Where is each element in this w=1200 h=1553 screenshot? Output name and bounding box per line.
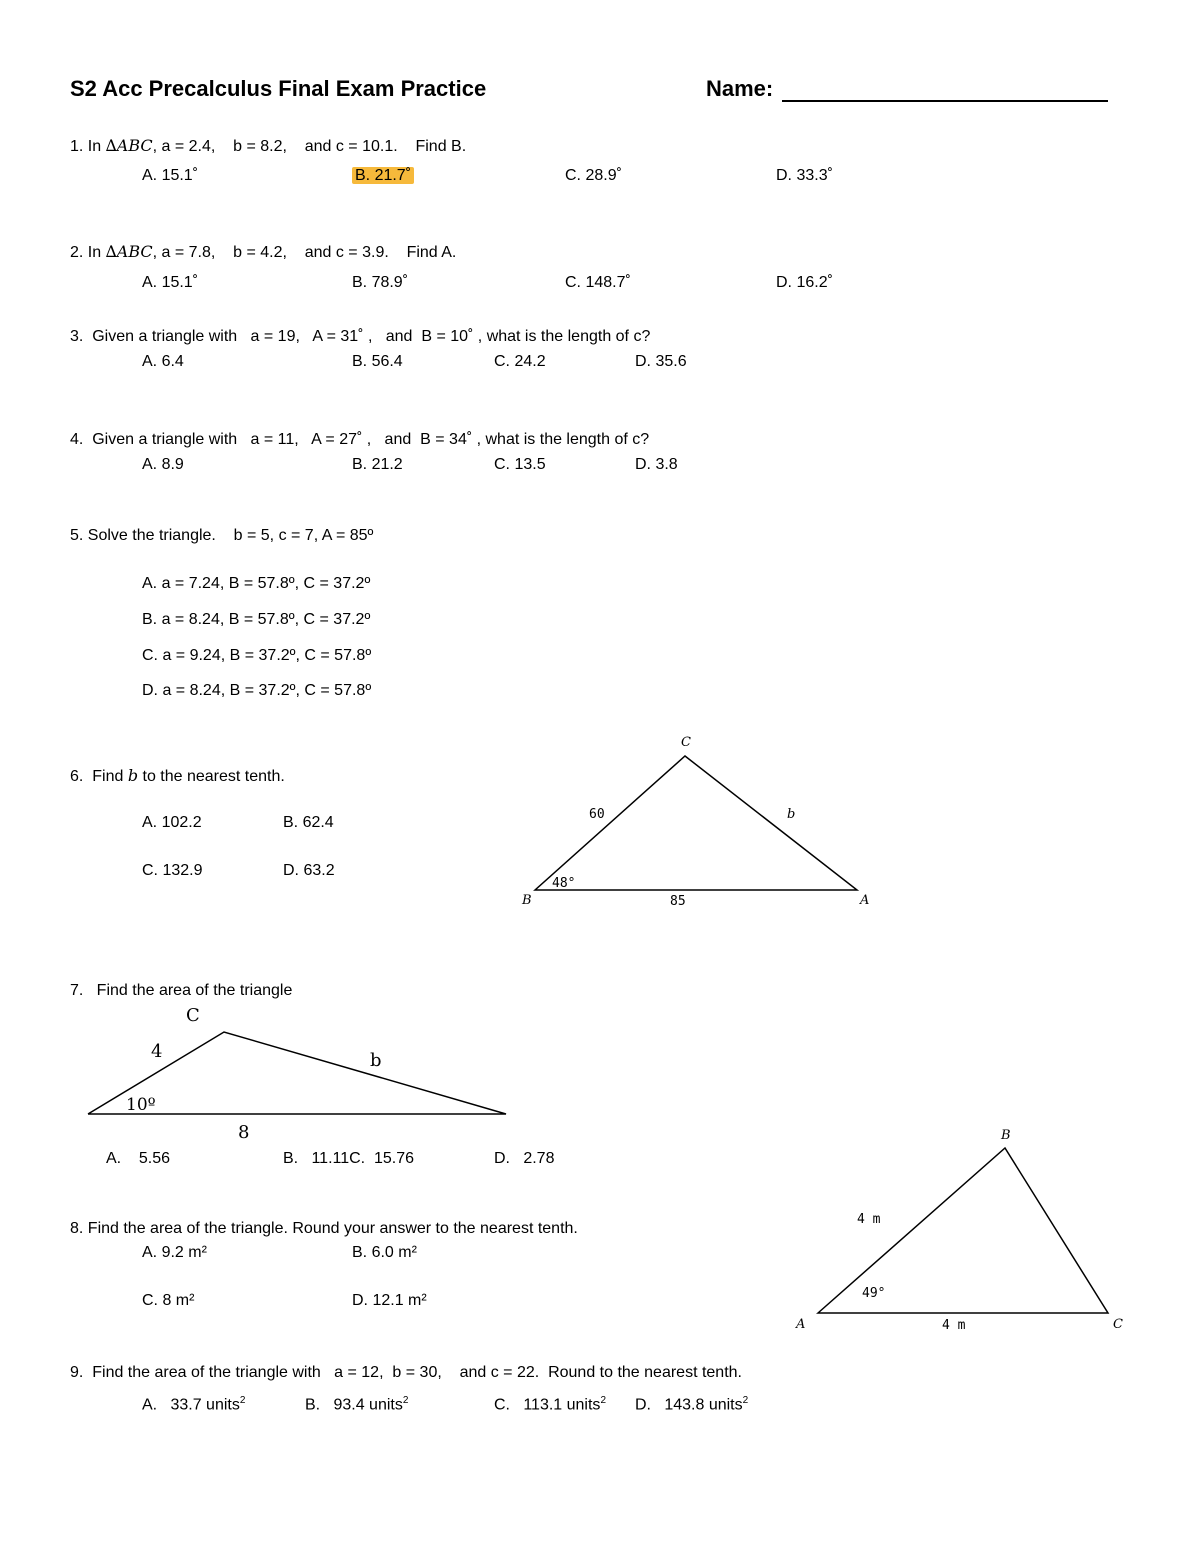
- page-title: S2 Acc Precalculus Final Exam Practice: [70, 76, 487, 101]
- q2-option-b[interactable]: B. 78.9˚: [352, 274, 409, 291]
- q1-option-c[interactable]: C. 28.9˚: [565, 167, 622, 184]
- question-in: In: [87, 138, 102, 155]
- name-label: Name:: [706, 76, 774, 101]
- q1-option-d[interactable]: D. 33.3˚: [776, 167, 833, 184]
- q3-option-b[interactable]: B. 56.4: [352, 353, 403, 370]
- q5-option-c[interactable]: C. a = 9.24, B = 37.2º, C = 57.8º: [142, 647, 372, 664]
- q4-option-d[interactable]: D. 3.8: [635, 456, 678, 473]
- option-text: B. 93.4 units: [305, 1396, 403, 1414]
- q8-option-b[interactable]: B. 6.0 m²: [352, 1244, 417, 1261]
- question-number: 1.: [70, 138, 84, 155]
- question-9: 9. Find the area of the triangle with a = 12, b = 30, and c = 22. Round to the nearest tenth.: [70, 1364, 742, 1381]
- question-number: 2.: [70, 244, 84, 261]
- q8-option-a[interactable]: A. 9.2 m²: [142, 1244, 207, 1261]
- q9-option-b[interactable]: [305, 1395, 408, 1414]
- q2-option-c[interactable]: C. 148.7˚: [565, 274, 631, 291]
- triangle-notation: ∆ABC: [105, 242, 153, 261]
- q8-vertex-a: A: [796, 1317, 806, 1332]
- superscript: 2: [239, 1395, 246, 1406]
- q7-option-b-c[interactable]: B. 11.11C. 15.76: [283, 1150, 415, 1167]
- superscript: 2: [402, 1395, 409, 1406]
- q7-option-a[interactable]: A. 5.56: [106, 1150, 171, 1167]
- question-3: 3. Given a triangle with a = 19, A = 31˚ , and B = 10˚ , what is the length of c?: [70, 328, 651, 345]
- question-prefix: 6. Find: [70, 768, 128, 785]
- q2-option-a[interactable]: A. 15.1˚: [142, 274, 199, 291]
- q7-base: 8: [238, 1122, 250, 1143]
- q5-option-a[interactable]: A. a = 7.24, B = 57.8º, C = 37.2º: [142, 575, 371, 592]
- question-given: , a = 7.8, b = 4.2, and c = 3.9. Find A.: [152, 244, 457, 261]
- q1-option-a[interactable]: A. 15.1˚: [142, 167, 199, 184]
- q6-vertex-a: A: [860, 893, 870, 908]
- q4-option-b[interactable]: B. 21.2: [352, 456, 403, 473]
- q9-option-d[interactable]: [635, 1395, 748, 1414]
- q8-option-c[interactable]: C. 8 m²: [142, 1292, 195, 1309]
- question-in: In: [87, 244, 102, 261]
- triangle-notation: ∆ABC: [105, 136, 153, 155]
- option-text: C. 113.1 units: [494, 1396, 601, 1414]
- variable-b: b: [127, 766, 139, 785]
- q6-option-b[interactable]: B. 62.4: [283, 814, 334, 831]
- question-8: 8. Find the area of the triangle. Round your answer to the nearest tenth.: [70, 1220, 578, 1237]
- q7-side-left: 4: [151, 1041, 163, 1062]
- q8-vertex-c: C: [1113, 1317, 1123, 1332]
- option-text: D. 143.8 units: [635, 1396, 743, 1414]
- q6-vertex-c: C: [681, 735, 691, 750]
- q6-triangle: [535, 756, 857, 890]
- q6-option-c[interactable]: C. 132.9: [142, 862, 203, 879]
- q4-option-c[interactable]: C. 13.5: [494, 456, 546, 473]
- q5-option-d[interactable]: D. a = 8.24, B = 37.2º, C = 57.8º: [142, 682, 372, 699]
- superscript: 2: [742, 1395, 749, 1406]
- q4-option-a[interactable]: A. 8.9: [142, 456, 184, 473]
- question-5: 5. Solve the triangle. b = 5, c = 7, A = 85º: [70, 527, 374, 544]
- q7-vertex-c: C: [186, 1005, 200, 1026]
- q7-side-right: b: [370, 1050, 382, 1071]
- q7-angle: 10º: [126, 1095, 156, 1115]
- q5-option-b[interactable]: B. a = 8.24, B = 57.8º, C = 37.2º: [142, 611, 371, 628]
- question-given: , a = 2.4, b = 8.2, and c = 10.1. Find B.: [152, 138, 467, 155]
- q3-option-c[interactable]: C. 24.2: [494, 353, 546, 370]
- q8-angle-a: 49°: [862, 1286, 886, 1301]
- q3-option-a[interactable]: A. 6.4: [142, 353, 184, 370]
- question-7: 7. Find the area of the triangle: [70, 982, 293, 999]
- highlighted-answer: B. 21.7˚: [352, 167, 414, 184]
- q6-side-bc: 60: [589, 807, 605, 822]
- question-4: 4. Given a triangle with a = 11, A = 27˚ , and B = 34˚ , what is the length of c?: [70, 431, 650, 448]
- q6-option-d[interactable]: D. 63.2: [283, 862, 335, 879]
- q6-option-a[interactable]: A. 102.2: [142, 814, 202, 831]
- q7-option-d[interactable]: D. 2.78: [494, 1150, 555, 1167]
- q6-vertex-b: B: [522, 893, 532, 908]
- q9-option-c[interactable]: [494, 1395, 606, 1414]
- superscript: 2: [600, 1395, 606, 1406]
- q8-side-ac: 4 m: [942, 1318, 966, 1333]
- question-suffix: to the nearest tenth.: [138, 768, 285, 785]
- q8-vertex-b: B: [1001, 1128, 1011, 1143]
- q8-side-ab: 4 m: [857, 1212, 881, 1227]
- option-text: A. 33.7 units: [142, 1396, 240, 1414]
- q6-side-ba: 85: [670, 894, 686, 909]
- q8-option-d[interactable]: D. 12.1 m²: [352, 1292, 427, 1309]
- q6-side-ca: b: [787, 807, 796, 822]
- q2-option-d[interactable]: D. 16.2˚: [776, 274, 833, 291]
- q9-option-a[interactable]: [142, 1395, 245, 1414]
- q3-option-d[interactable]: D. 35.6: [635, 353, 687, 370]
- q6-angle-b: 48°: [552, 876, 576, 891]
